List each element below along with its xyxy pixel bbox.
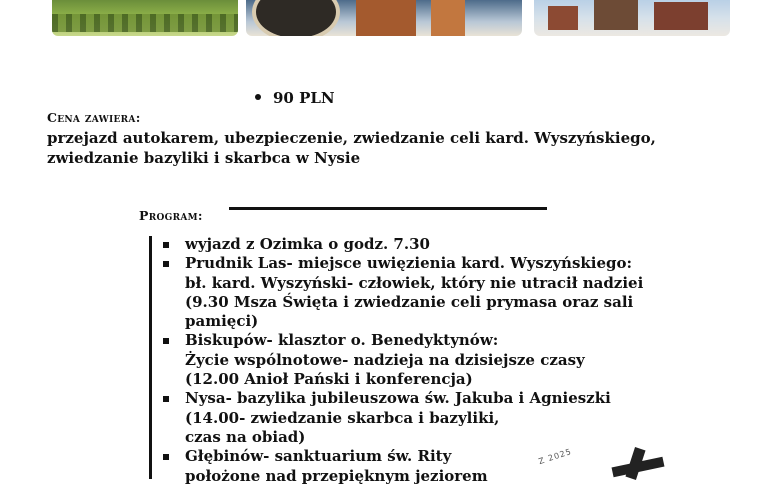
item-line: położone nad przepięknym jeziorem [185, 466, 488, 485]
list-item [163, 235, 633, 254]
square-bullet-icon [163, 242, 169, 248]
meadow-photo [52, 0, 238, 36]
cross-icon [612, 448, 672, 479]
church-photo [246, 0, 522, 36]
price-item [255, 89, 335, 107]
square-bullet-icon [163, 338, 169, 344]
program-side-rule [149, 236, 152, 479]
item-line: wyjazd z Ozimka o godz. 7.30 [185, 235, 430, 253]
portrait-oval [252, 0, 340, 36]
bullet-icon [255, 94, 261, 100]
item-line: Głębinów- sanktuarium św. Rity [185, 447, 452, 466]
price-includes-text: przejazd autokarem, ubezpieczenie, zwiedzanie celi kard. Wyszyńskiego, zwiedzanie bazyliki i skarbca w Nysie [47, 129, 656, 167]
program-underline [229, 207, 547, 210]
item-line: (12.00 Anioł Pański i konferencja) [185, 370, 473, 389]
list-item [163, 254, 644, 331]
square-bullet-icon [163, 396, 169, 402]
item-line: Nysa- bazylika jubileuszowa św. Jakuba i Agnieszki [185, 389, 611, 408]
item-line: Biskupów- klasztor o. Benedyktynów: [185, 331, 499, 350]
list-item [163, 331, 633, 389]
header-photo-strip [0, 0, 767, 40]
item-line: bł. kard. Wyszyński- człowiek, który nie utracił nadziei [185, 273, 644, 292]
item-line: (14.00- zwiedzanie skarbca i bazyliki, [185, 408, 500, 427]
city-photo [534, 0, 730, 36]
item-line: czas na obiad) [185, 427, 306, 446]
item-line: Prudnik Las- miejsce uwięzienia kard. Wyszyńskiego: [185, 254, 633, 273]
item-line: Życie wspólnotowe- nadzieja na dzisiejsze czasy [185, 350, 585, 369]
program-label: Program: [139, 208, 203, 223]
square-bullet-icon [163, 261, 169, 267]
item-line: pamięci) [185, 312, 259, 331]
price-value: 90 PLN [273, 89, 335, 107]
square-bullet-icon [163, 454, 169, 460]
price-includes-label: Cena zawiera: [47, 110, 141, 125]
jubilee-stamp-text: Z 2025 [537, 446, 573, 467]
list-item [163, 389, 633, 447]
item-line: (9.30 Msza Święta i zwiedzanie celi prymasa oraz sali [185, 292, 634, 311]
